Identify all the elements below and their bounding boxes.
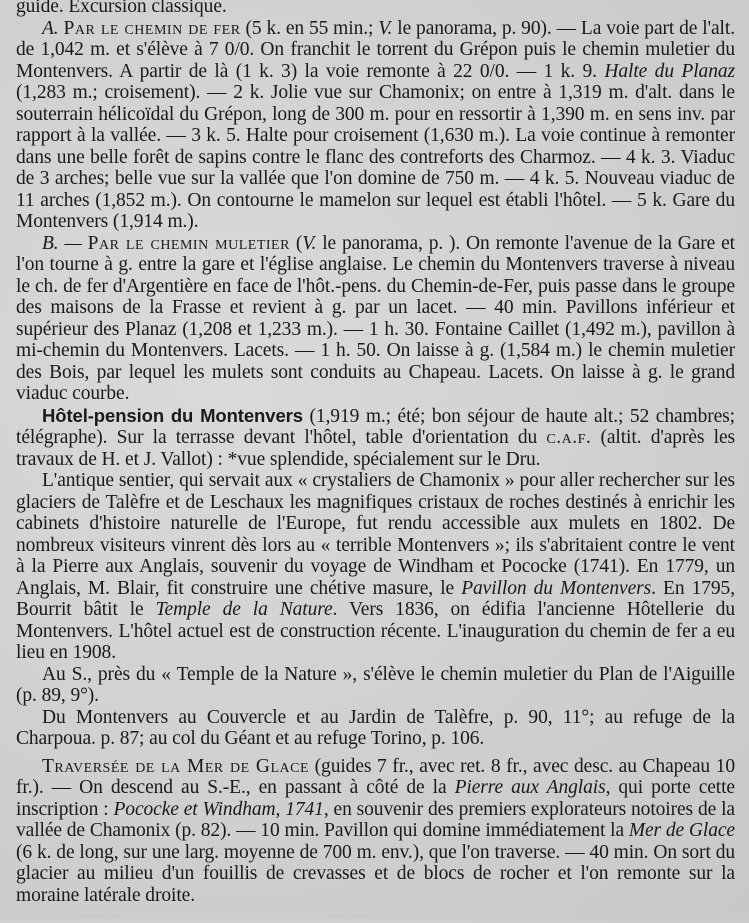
see-reference: V. xyxy=(302,232,317,254)
hotel-paragraph xyxy=(16,405,735,471)
traverse-text: , qui porte cette inscription : xyxy=(16,777,735,820)
couvercle-paragraph xyxy=(16,707,735,750)
section-a-label: A. xyxy=(42,17,64,39)
hotel-text: (altit. d'après les travaux de H. et J. Vallot) : *vue splendide, spécialement sur le Dru. xyxy=(16,427,735,470)
mer-de-glace-name: Mer de Glace xyxy=(628,820,735,841)
caf-abbr: c.a.f. xyxy=(546,427,592,448)
hotel-text: (1,919 m.; été; bon séjour de haute alt.; 52 chambres; télégraphe). Sur la terrasse devant l'hôtel, table d'orientation du xyxy=(16,405,735,448)
section-a-text: (1,283 m.; croisement). — 2 k. Jolie vue sur Chamonix; on entre à 1,319 m. d'alt. dans le souterrain hélicoïdal du Grépon, long de 300 m. pour en ressortir à 1,390 m. en sens inv. par rapport à la vallée. — 3 k. 5. Halte pour croisement (1,630 m.). La voie continue à remonter dans une belle forêt de sapins contre le flanc des contreforts des Charmoz. — 4 k. 3. Viaduc de 3 arches; belle vue sur la vallée que l'on domine de 750 m. — 4 k. 5. Nouveau viaduc de 11 arches (1,852 m.). On contourne le mamelon sur lequel est établi l'hôtel. — 5 k. Gare du Montenvers (1,914 m.). xyxy=(16,82,735,232)
history-text: . Vers 1836, on édifia l'ancienne Hôtellerie du Montenvers. L'hôtel actuel est de construction récente. L'inauguration du chemin de fer a eu lieu en 1908. xyxy=(16,599,735,663)
section-a-heading: Par le chemin de fer xyxy=(63,17,241,39)
couvercle-text: Du Montenvers au Couvercle et au Jardin de Talèfre, p. 90, 11°; au refuge de la Charpoua. p. 87; au col du Géant et au refuge Torino, p. 106. xyxy=(16,706,735,749)
section-a-text: (5 k. en 55 min.; xyxy=(240,17,379,39)
section-b-label: B. — xyxy=(42,232,88,254)
section-b-heading: Par le chemin muletier xyxy=(87,232,290,254)
intro-line xyxy=(16,0,735,18)
hotel-name: Hôtel-pension du Montenvers xyxy=(42,404,303,426)
traverse-paragraph xyxy=(16,756,735,907)
traverse-text: , en souvenir des premiers explorateurs notoires de la vallée de Chamonix (p. 82). — 10 min. Pavillon qui domine immédiatement la xyxy=(16,798,735,841)
traverse-text: (6 k. de long, sur une larg. moyenne de 700 m. env.), que l'on traverse. — 40 min. On sort du glacier au milieu d'un fouillis de crevasses et de blocs de rocher et l'on remonte sur la moraine latérale droite. xyxy=(16,841,735,906)
history-paragraph xyxy=(16,470,735,664)
section-b-text: ( xyxy=(289,232,303,254)
history-text: L'antique sentier, qui servait aux « crystaliers de Chamonix » pour aller rechercher sur les glaciers de Talèfre et de Leschaux les magnifiques cristaux de roches destinés à enrichir les cabinets d'histoire naturelle de l'Europe, fut rendu accessible aux mulets en 1802. De nombreux visiteurs vinrent dès lors au « terrible Montenvers »; ils s'abritaient contre le vent à la Pierre aux Anglais, souvenir du voyage de Windham et Pococke (1741). En 1779, un Anglais, M. Blair, fit construire une chétive masure, le xyxy=(16,470,735,599)
section-b-paragraph xyxy=(16,233,735,405)
traverse-text: (guides 7 fr., avec ret. 8 fr., avec desc. au Chapeau 10 fr.). — On descend au S.-E., en passant à côté de la xyxy=(16,755,735,798)
pierre-name: Pierre aux Anglais xyxy=(454,777,606,798)
traverse-heading: Traversée de la Mer de Glace xyxy=(42,755,310,777)
history-text: . En 1795, Bourrit bâtit le xyxy=(16,577,735,620)
section-a-paragraph xyxy=(16,18,735,233)
pavillon-name: Pavillon du Montenvers xyxy=(461,577,652,599)
inscription-text: Pococke et Windham, 1741 xyxy=(113,798,324,820)
intro-text: guide. Excursion classique. xyxy=(16,0,227,17)
section-b-text: le panorama, p. ). On remonte l'avenue de la Gare et l'on tourne à g. entre la gare et l'église anglaise. Le chemin du Montenvers traverse à niveau le ch. de fer d'Argentière en face de l'hôt.-pens. du Chemin-de-Fer, puis passe dans le groupe des maisons de la Frasse et revient à g. par un lacet. — 40 min. Pavillons inférieur et supérieur des Planaz (1,208 et 1,233 m.). — 1 h. 30. Fontaine Caillet (1,492 m.), pavillon à mi-chemin du Montenvers. Lacets. — 1 h. 50. On laisse à g. (1,584 m.) le chemin muletier des Bois, par lequel les mulets sont conduits au Chapeau. Lacets. On laisse à g. le grand viaduc courbe. xyxy=(16,232,735,404)
south-text: Au S., près du « Temple de la Nature », s'élève le chemin muletier du Plan de l'Aiguille (p. 89, 9°). xyxy=(16,663,735,706)
temple-name: Temple de la Nature xyxy=(155,599,333,620)
south-paragraph xyxy=(16,664,735,707)
halte-planaz: Halte du Planaz xyxy=(604,60,735,82)
section-a-text: le panorama, p. 90). — La voie part de l'alt. de 1,042 m. et s'élève à 7 0/0. On franchit le torrent du Grépon puis le chemin muletier du Montenvers. A partir de là (1 k. 3) la voie remonte à 22 0/0. — 1 k. 9. xyxy=(16,17,735,82)
see-reference: V. xyxy=(378,17,393,39)
